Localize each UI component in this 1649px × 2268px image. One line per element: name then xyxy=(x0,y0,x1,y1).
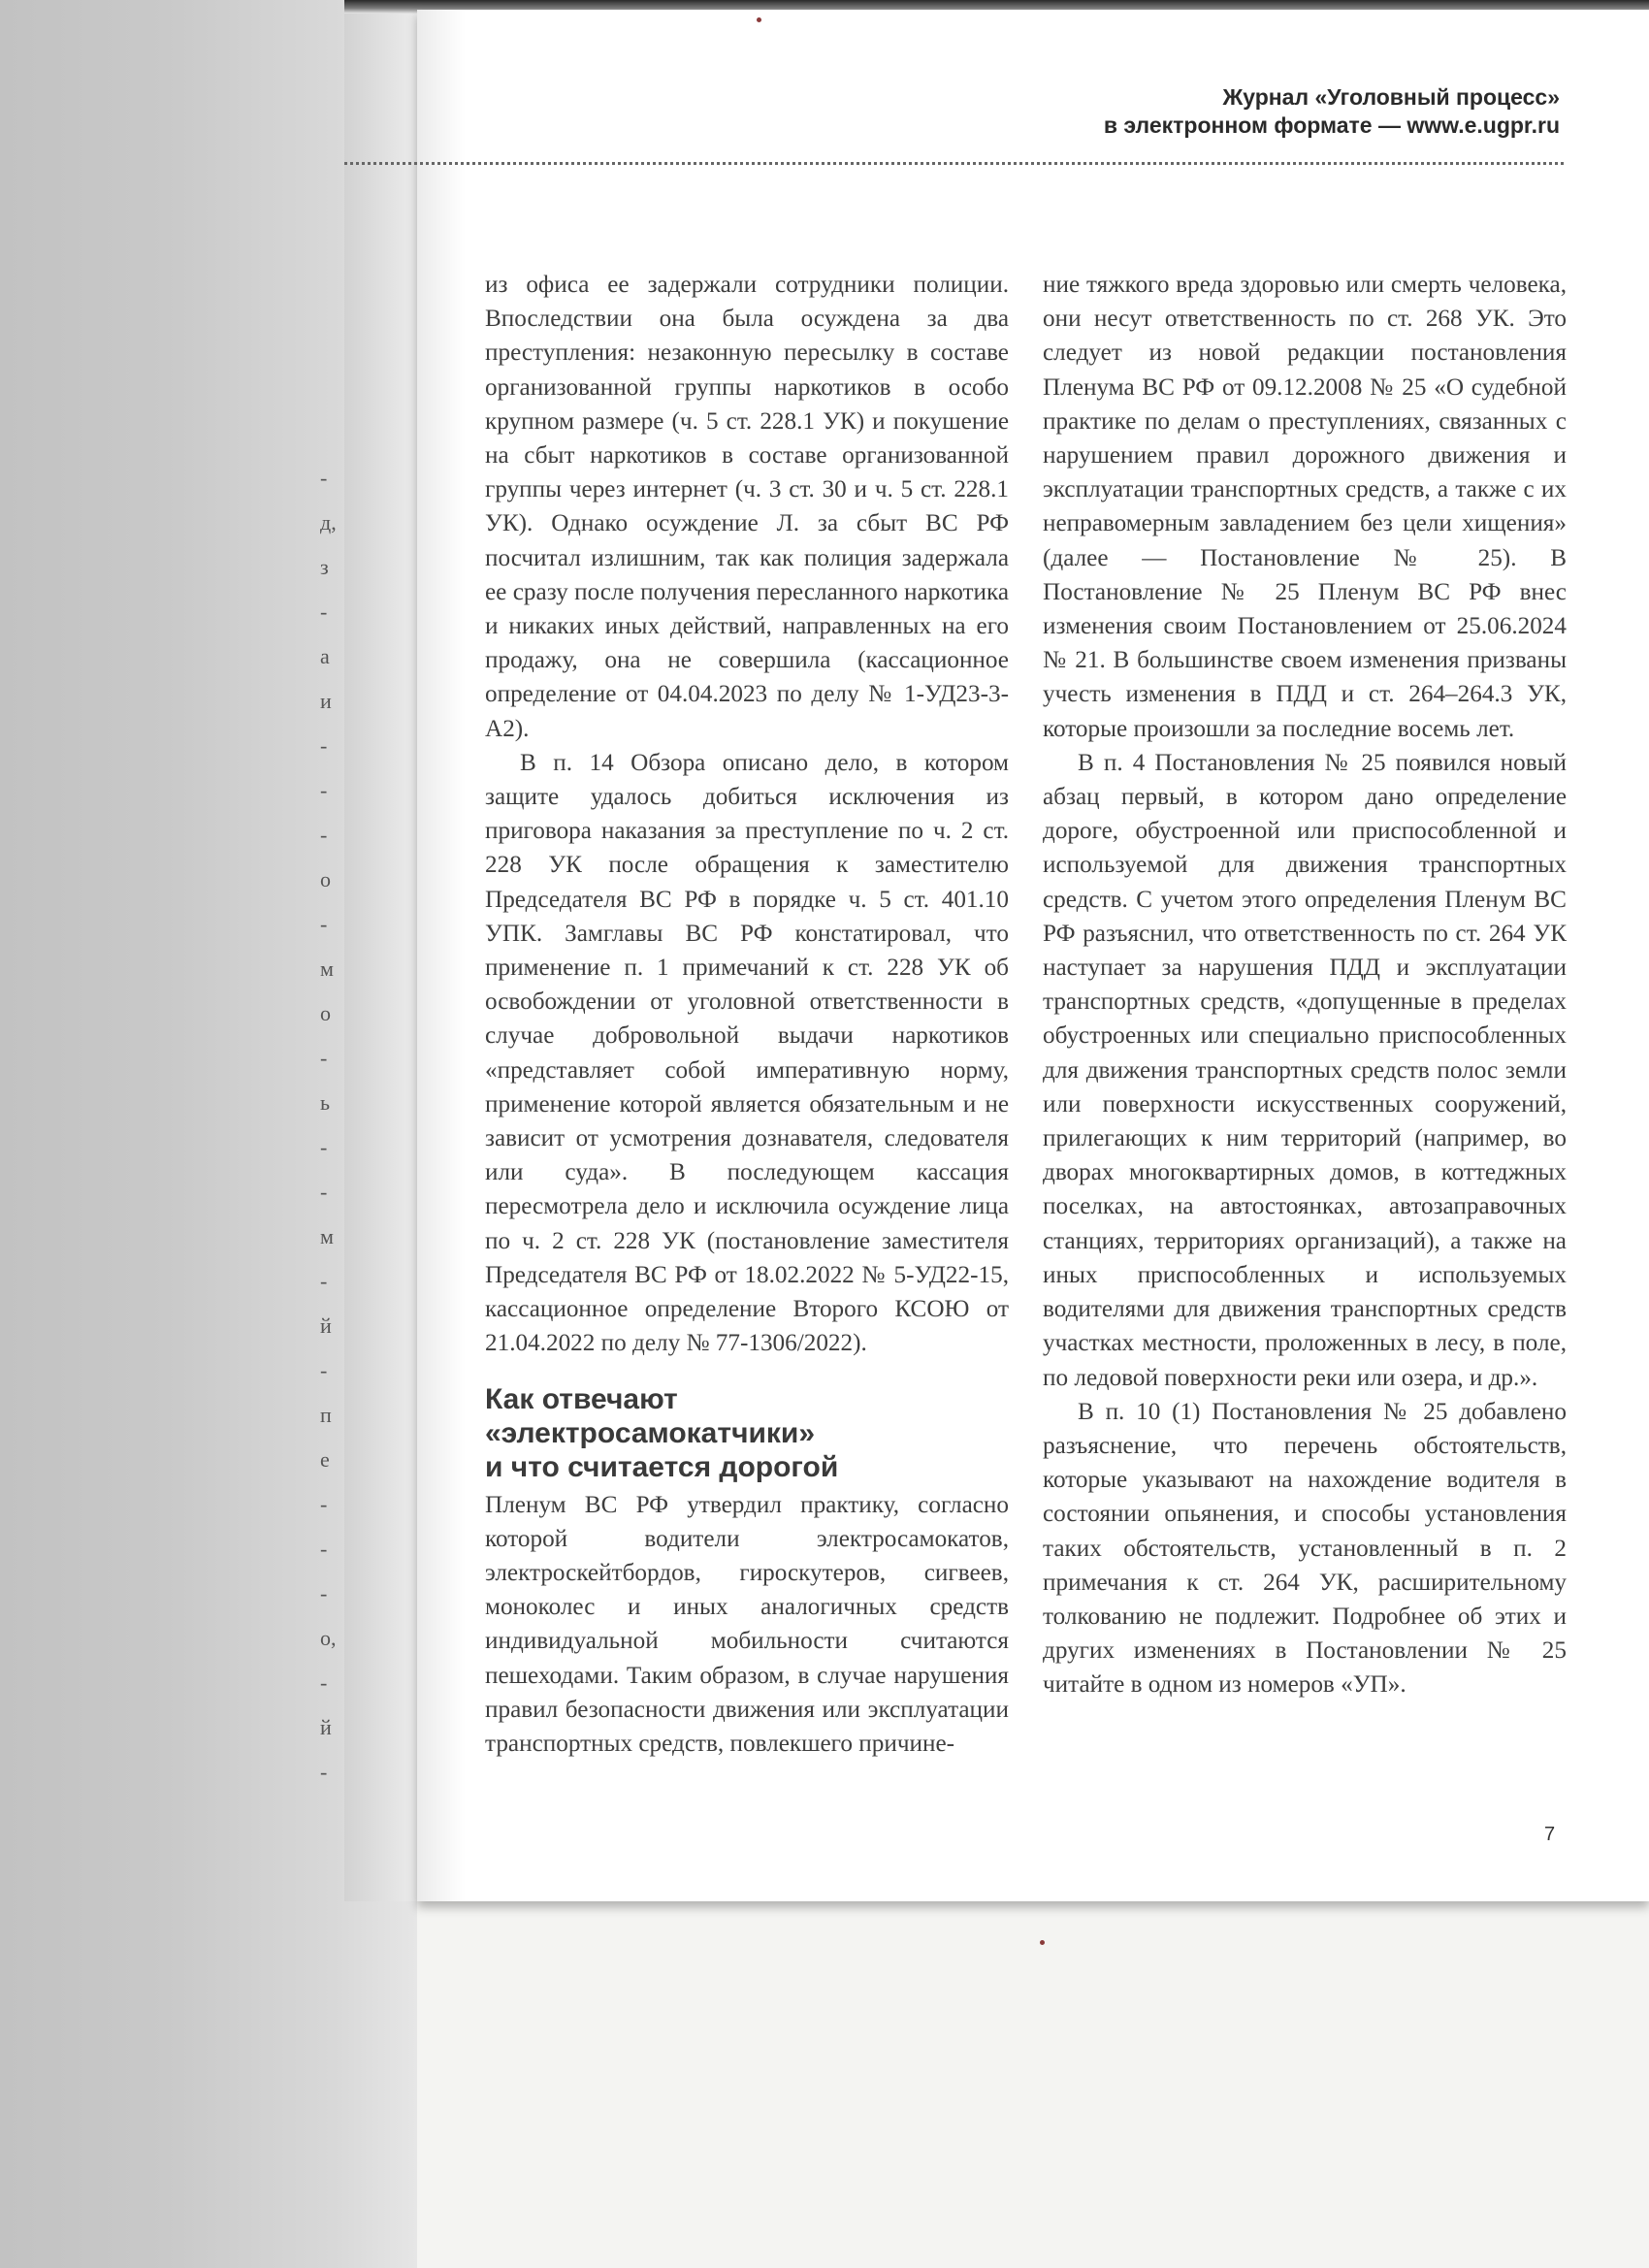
edge-fragment: - xyxy=(320,778,328,802)
paragraph: ние тяжкого вреда здоровью или смерть человека, они несут ответственность по ст. 268 УК. Это следует из новой редакции постановления Пленума ВС РФ от 09.12.2008 № 25 «О судебной практике по делам о преступлениях, связанных с нарушением правил дорожного движения и эксплуатации транспортных средств, а также с их неправомерным завладением без цели хищения» (далее — Постановление № 25). В Постановление № 25 Пленум ВС РФ внес изменения своим Постановлением от 25.06.2024 № 21. В большинстве своем изменения призваны учесть изменения в ПДД и ст. 264–264.3 УК, которые произошли за последние восемь лет. xyxy=(1043,272,1567,742)
edge-fragment: - xyxy=(320,1046,328,1070)
edge-fragment: - xyxy=(320,1180,328,1204)
journal-title: Журнал «Уголовный процесс» xyxy=(1222,84,1560,110)
edge-fragment: м xyxy=(320,956,334,981)
previous-page-text-fragments xyxy=(320,456,349,1795)
edge-fragment: - xyxy=(320,466,328,490)
header-dotted-rule xyxy=(344,162,1564,165)
edge-fragment: з xyxy=(320,555,329,579)
previous-page-edge xyxy=(344,0,417,1901)
heading-line: и что считается дорогой xyxy=(485,1450,839,1483)
left-column xyxy=(485,268,1009,1761)
edge-fragment: й xyxy=(320,1715,332,1739)
edge-fragment: - xyxy=(320,1581,328,1605)
edge-fragment: ь xyxy=(320,1090,331,1115)
edge-fragment: - xyxy=(320,733,328,758)
heading-line: Как отвечают xyxy=(485,1382,678,1415)
edge-fragment: м xyxy=(320,1224,334,1248)
edge-fragment: о xyxy=(320,867,331,891)
edge-fragment: - xyxy=(320,1135,328,1159)
journal-url-line: в электронном формате — www.e.ugpr.ru xyxy=(1103,113,1560,138)
edge-fragment: о, xyxy=(320,1626,337,1650)
section-heading xyxy=(485,1382,1009,1484)
edge-fragment: а xyxy=(320,644,330,668)
scan-speck xyxy=(757,17,761,22)
edge-fragment: - xyxy=(320,912,328,936)
edge-fragment: - xyxy=(320,823,328,847)
scan-speck xyxy=(1040,1940,1045,1945)
paragraph: В п. 4 Постановления № 25 появился новый абзац первый, в котором дано определение дороге, обустроенной или приспособленной и используемой для движения транспортных средств. С учетом этого определения Пленум ВС РФ разъяснил, что ответственность по ст. 264 УК наступает за нарушения ПДД и эксплуатации транспортных средств, «допущенные в пределах обустроенных или специально приспособленных для движения транспортных средств полос земли или поверхности искусственных сооружений, прилегающих к ним территорий (например, во дворах многоквартирных домов, в коттеджных поселках, на автостоянках, автозаправочных станциях, территориях организаций), а также на иных приспособленных и используемых водителями для движения транспортных средств участках местности, проложенных в лесу, в поле, по ледовой поверхности реки или озера, и др.». xyxy=(1043,749,1567,1391)
edge-fragment: - xyxy=(320,1358,328,1382)
edge-fragment: - xyxy=(320,1492,328,1516)
paragraph: В п. 10 (1) Постановления № 25 добавлено разъяснение, что перечень обстоятельств, которые указывают на нахождение водителя в состоянии опьянения, и способы установления таких обстоятельств, установленный в п. 2 примечания к ст. 264 УК, расширительному толкованию не подлежит. Подробнее об этих и других изменениях в Постановлении № 25 читайте в одном из номеров «УП». xyxy=(1043,1398,1567,1699)
edge-fragment: - xyxy=(320,1670,328,1695)
paragraph: из офиса ее задержали сотрудники полиции. Впоследствии она была осуждена за два преступления: незаконную пересылку в составе организованной группы наркотиков в особо крупном размере (ч. 5 ст. 228.1 УК) и покушение на сбыт наркотиков в составе организованной группы через интернет (ч. 3 ст. 30 и ч. 5 ст. 228.1 УК). Однако осуждение Л. за сбыт ВС РФ посчитал излишним, так как полиция задержала ее сразу после получения пересланного наркотика и никаких иных действий, направленных на его продажу, она не совершила (кассационное определение от 04.04.2023 по делу № 1-УД23-3-А2). xyxy=(485,272,1009,742)
heading-line: «электросамокатчики» xyxy=(485,1416,816,1449)
edge-fragment: е xyxy=(320,1447,330,1472)
right-column xyxy=(1043,268,1567,1702)
edge-fragment: - xyxy=(320,1760,328,1784)
edge-fragment: п xyxy=(320,1403,332,1427)
edge-fragment: и xyxy=(320,689,332,713)
paragraph: В п. 14 Обзора описано дело, в котором защите удалось добиться исключения из приговора наказания за преступление по ч. 2 ст. 228 УК после обращения к заместителю Председателя ВС РФ в порядке ч. 5 ст. 401.10 УПК. Замглавы ВС РФ констатировал, что применение п. 1 примечаний к ст. 228 УК об освобождении от уголовной ответственности в случае добровольной выдачи наркотиков «представляет собой императивную норму, применение которой является обязательным и не зависит от усмотрения дознавателя, следователя или суда». В последующем кассация пересмотрела дело и исключила осуждение лица по ч. 2 ст. 228 УК (постановление заместителя Председателя ВС РФ от 18.02.2022 № 5-УД22-15, кассационное определение Второго КСОЮ от 21.04.2022 по делу № 77-1306/2022). xyxy=(485,749,1009,1357)
edge-fragment: д, xyxy=(320,510,337,535)
edge-fragment: й xyxy=(320,1313,332,1338)
edge-fragment: - xyxy=(320,599,328,624)
running-header xyxy=(881,83,1560,140)
page-number: 7 xyxy=(1544,1824,1556,1845)
edge-fragment: - xyxy=(320,1537,328,1561)
edge-fragment: о xyxy=(320,1001,331,1025)
paragraph: Пленум ВС РФ утвердил практику, согласно которой водители электросамокатов, электроскейтбордов, гироскутеров, сигвеев, моноколес и иных аналогичных средств индивидуальной мобильности считаются пешеходами. Таким образом, в случае нарушения правил безопасности движения или эксплуатации транспортных средств, повлекшего причине- xyxy=(485,1491,1009,1757)
page-gutter-shadow xyxy=(417,10,466,1901)
edge-fragment: - xyxy=(320,1269,328,1293)
